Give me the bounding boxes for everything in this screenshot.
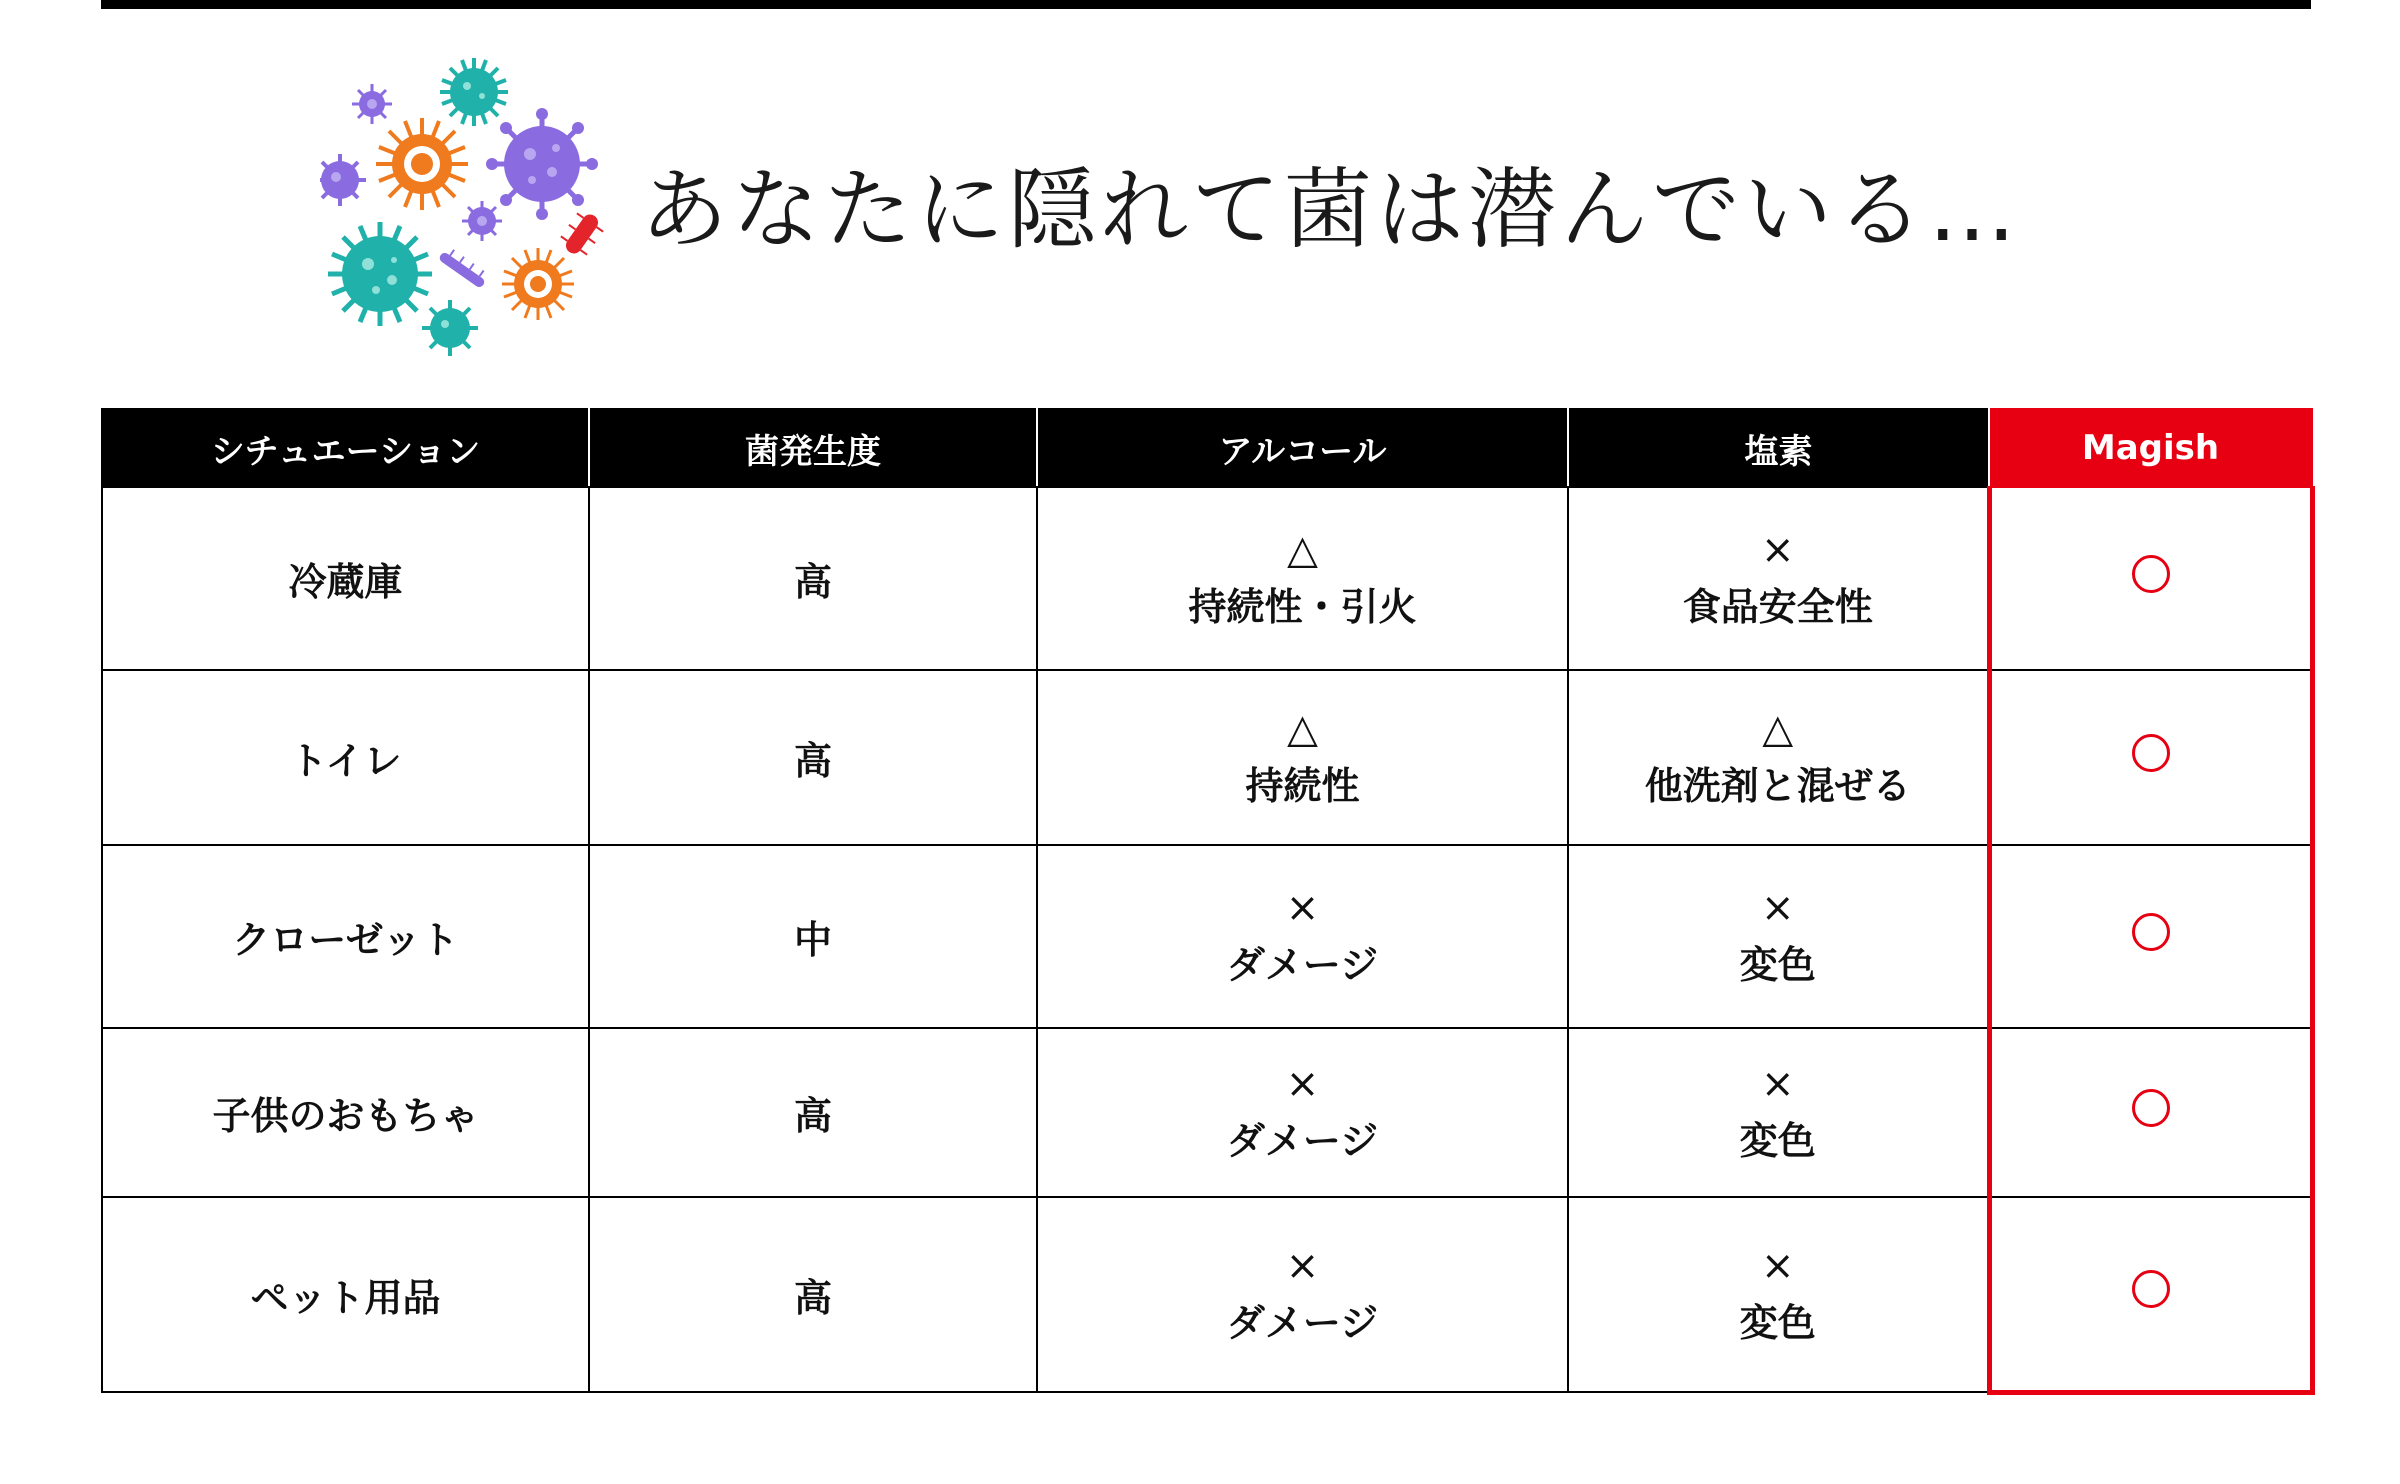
cell-germ-level: 高 (589, 487, 1037, 670)
germ-purple-large-icon (486, 108, 598, 220)
header-chlorine: 塩素 (1568, 409, 1989, 487)
table-row (102, 845, 2312, 1028)
cell-germ-level: 高 (589, 670, 1037, 845)
germs-illustration-icon (320, 56, 610, 366)
alcohol-mark: △ (1287, 526, 1318, 573)
alcohol-mark: △ (1287, 705, 1318, 752)
cell-chlorine (1568, 670, 1989, 845)
page-title: あなたに隠れて菌は潜んでいる… (640, 158, 2021, 261)
cell-alcohol (1037, 1197, 1568, 1392)
header-situation: シチュエーション (102, 409, 589, 487)
chlorine-note: 変色 (1739, 942, 1816, 987)
cell-chlorine (1568, 487, 1989, 670)
cell-chlorine (1568, 845, 1989, 1028)
chlorine-note: 変色 (1739, 1118, 1816, 1163)
cell-alcohol (1037, 845, 1568, 1028)
cell-magish (1989, 487, 2312, 670)
top-divider (101, 0, 2311, 9)
header-alcohol: アルコール (1037, 409, 1568, 487)
cell-germ-level: 高 (589, 1197, 1037, 1392)
cell-situation: ペット用品 (102, 1197, 589, 1392)
chlorine-mark: × (1760, 526, 1795, 573)
chlorine-note: 食品安全性 (1682, 584, 1873, 629)
germ-teal-top-icon (440, 58, 508, 126)
table-row (102, 487, 2312, 670)
germ-purple-small-icon (320, 154, 366, 206)
header-germ-level: 菌発生度 (589, 409, 1037, 487)
germ-teal-large-icon (328, 222, 432, 326)
cell-situation: 子供のおもちゃ (102, 1028, 589, 1197)
alcohol-note: ダメージ (1226, 1300, 1379, 1345)
comparison-table (101, 408, 2311, 1393)
cell-situation: クローゼット (102, 845, 589, 1028)
alcohol-note: 持続性 (1245, 763, 1360, 808)
chlorine-mark: × (1760, 884, 1795, 931)
table-row (102, 670, 2312, 845)
germ-orange-small-icon (502, 248, 574, 320)
germ-teal-small-icon (422, 300, 478, 356)
circle-mark-icon (2132, 734, 2170, 772)
chlorine-mark: △ (1762, 705, 1794, 752)
circle-mark-icon (2132, 1270, 2170, 1308)
table-header-row (102, 409, 2312, 487)
cell-magish (1989, 670, 2312, 845)
cell-germ-level: 高 (589, 1028, 1037, 1197)
chlorine-note: 他洗剤と混ぜる (1644, 763, 1911, 808)
header-magish: Magish (1989, 409, 2312, 487)
chlorine-mark: × (1760, 1060, 1795, 1107)
circle-mark-icon (2132, 555, 2170, 593)
chlorine-note: 変色 (1739, 1300, 1816, 1345)
circle-mark-icon (2132, 1089, 2170, 1127)
alcohol-note: ダメージ (1226, 942, 1379, 987)
alcohol-note: ダメージ (1226, 1118, 1379, 1163)
germ-purple-tiny-icon (462, 201, 502, 241)
alcohol-mark: × (1285, 1060, 1320, 1107)
cell-magish (1989, 1197, 2312, 1392)
alcohol-mark: × (1285, 884, 1320, 931)
circle-mark-icon (2132, 913, 2170, 951)
cell-germ-level: 中 (589, 845, 1037, 1028)
table-row (102, 1197, 2312, 1392)
cell-situation: 冷蔵庫 (102, 487, 589, 670)
germ-orange-large-icon (376, 118, 468, 210)
alcohol-mark: × (1285, 1242, 1320, 1289)
chlorine-mark: × (1760, 1242, 1795, 1289)
cell-chlorine (1568, 1197, 1989, 1392)
cell-alcohol (1037, 670, 1568, 845)
cell-situation: トイレ (102, 670, 589, 845)
cell-chlorine (1568, 1028, 1989, 1197)
cell-magish (1989, 845, 2312, 1028)
cell-magish (1989, 1028, 2312, 1197)
table-row (102, 1028, 2312, 1197)
alcohol-note: 持続性・引火 (1188, 584, 1417, 629)
germ-red-capsule-icon (556, 207, 607, 261)
germ-small-purple-icon (352, 84, 392, 124)
germ-purple-rod-icon (438, 245, 490, 289)
cell-alcohol (1037, 487, 1568, 670)
cell-alcohol (1037, 1028, 1568, 1197)
